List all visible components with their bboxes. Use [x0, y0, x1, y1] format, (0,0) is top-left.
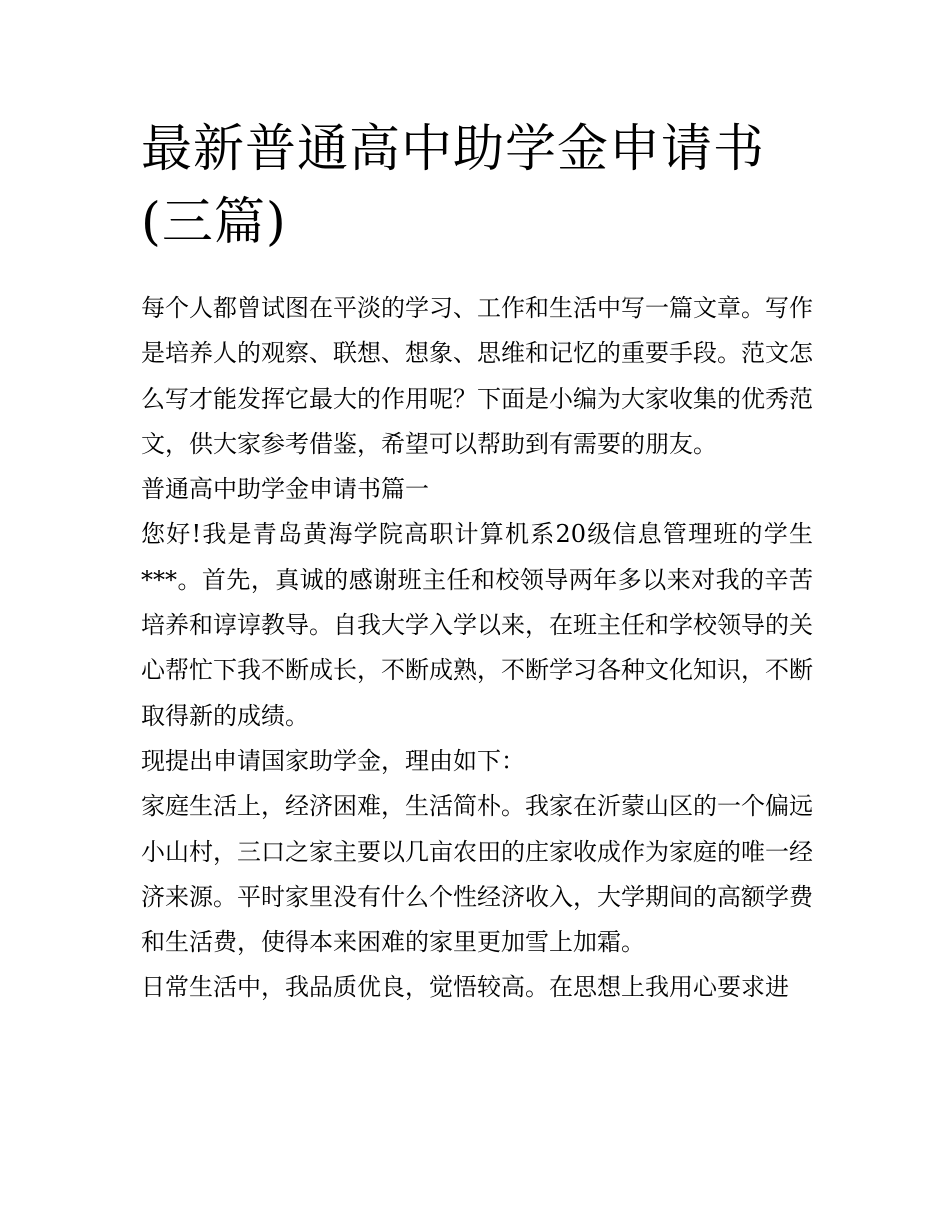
document-body	[141, 113, 813, 1011]
daily-life-paragraph: 日常生活中，我品质优良，觉悟较高。在思想上我用心要求进	[141, 973, 789, 1002]
family-paragraph: 家庭生活上，经济困难，生活简朴。我家在沂蒙山区的一个偏远小山村，三口之家主要以几亩农田的庄家收成作为家庭的唯一经济来源。平时家里没有什么个性经济收入，大学期间的高额学费和生活费，使得本来困难的家里更加雪上加霜。	[141, 792, 813, 957]
reason-intro-paragraph: 现提出申请国家助学金，理由如下：	[141, 746, 525, 775]
intro-paragraph: 每个人都曾试图在平淡的学习、工作和生活中写一篇文章。写作是培养人的观察、联想、想象、思维和记忆的重要手段。范文怎么写才能发挥它最大的作用呢？下面是小编为大家收集的优秀范文，供大家参考借鉴，希望可以帮助到有需要的朋友。	[141, 294, 813, 458]
greeting-paragraph: 您好!我是青岛黄海学院高职计算机系20级信息管理班的学生***。首先，真诚的感谢班主任和校领导两年多以来对我的辛苦培养和谆谆教导。自我大学入学以来，在班主任和学校领导的关心帮忙下我不断成长，不断成熟，不断学习各种文化知识，不断取得新的成绩。	[141, 520, 813, 730]
section-heading: 普通高中助学金申请书篇一	[141, 475, 429, 504]
document-title: 最新普通高中助学金申请书(三篇)	[141, 120, 766, 252]
